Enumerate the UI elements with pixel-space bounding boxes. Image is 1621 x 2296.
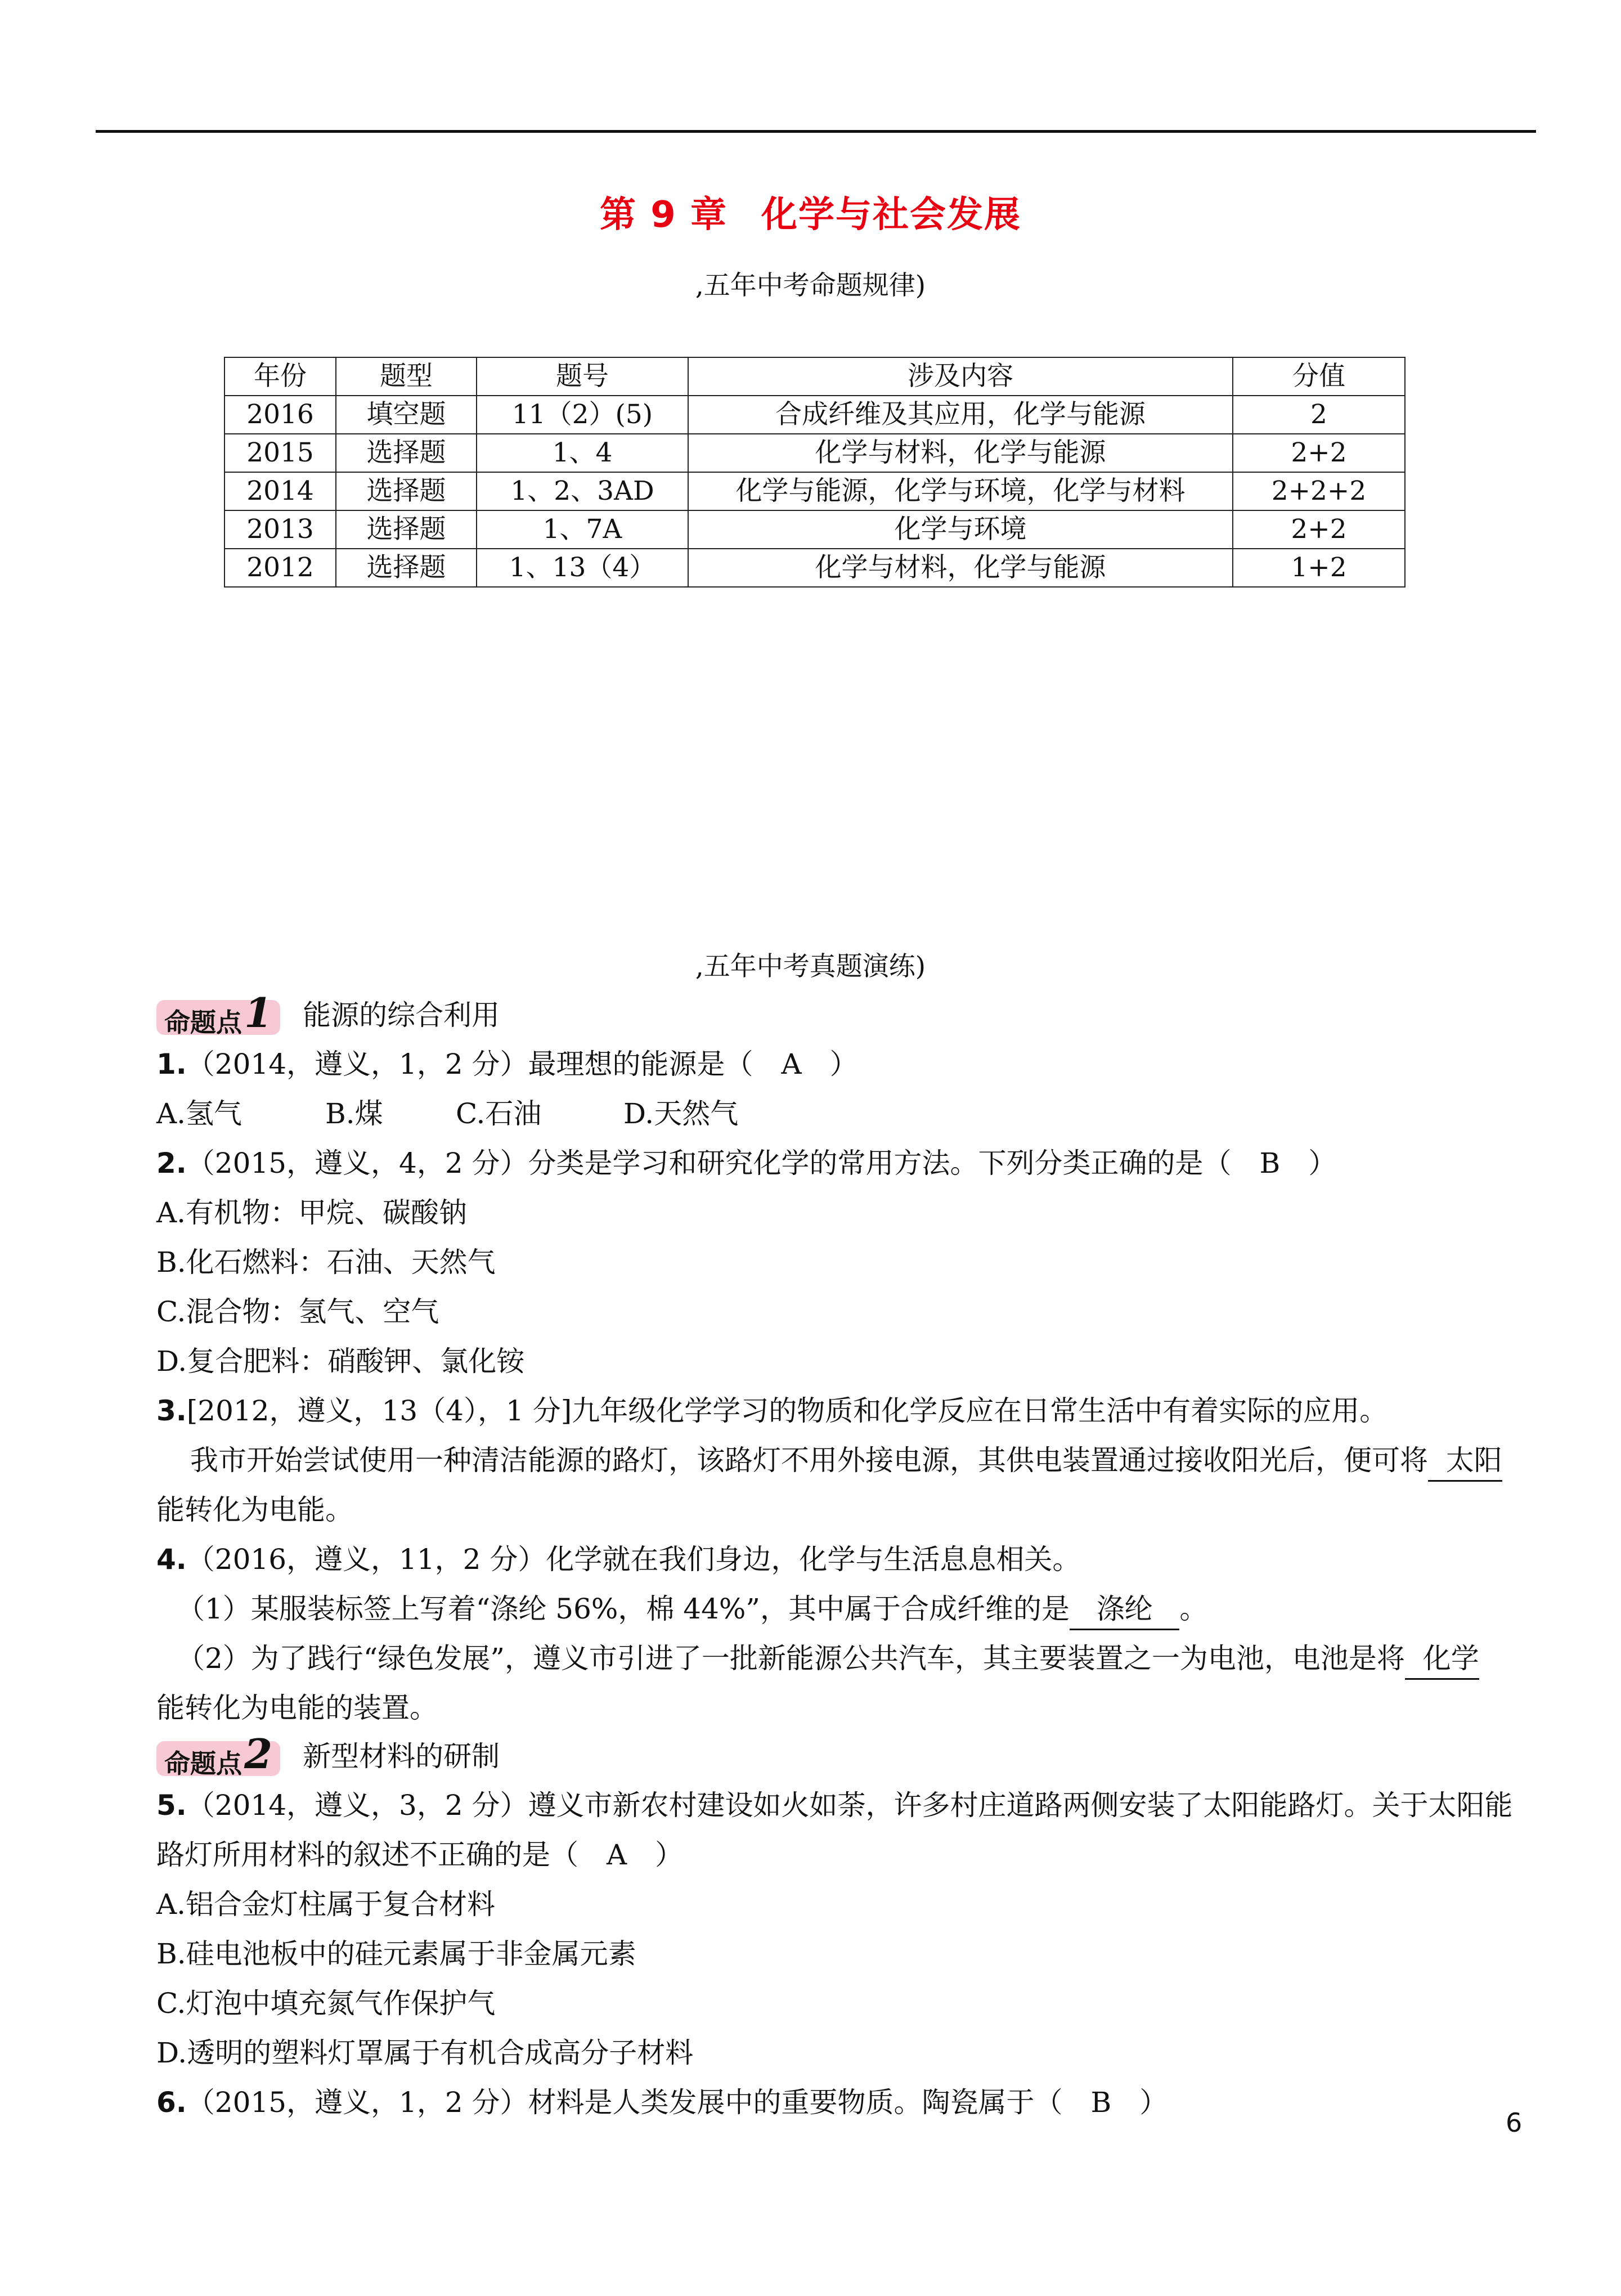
- question-stem: （2014，遵义，1，2 分）最理想的能源是（ A ）: [186, 1048, 858, 1080]
- option-c: C.石油: [456, 1097, 542, 1130]
- option-b: B.硅电池板中的硅元素属于非金属元素: [156, 1938, 636, 1970]
- question-2: [156, 1138, 1336, 1188]
- question-stem: （2016，遵义，11，2 分）化学就在我们身边，化学与生活息息相关。: [186, 1543, 1081, 1576]
- table-cell: 1+2: [1233, 549, 1405, 587]
- page-number: 6: [1506, 2107, 1523, 2138]
- option-d: D.透明的塑料灯罩属于有机合成高分子材料: [156, 2037, 694, 2069]
- question-1-options: [156, 1089, 738, 1138]
- option-b: B.化石燃料：石油、天然气: [156, 1246, 496, 1279]
- table-cell: 选择题: [336, 510, 477, 549]
- option-a: A.铝合金灯柱属于复合材料: [156, 1888, 496, 1921]
- table-header-cell: 涉及内容: [688, 357, 1233, 396]
- table-cell: 化学与材料，化学与能源: [688, 434, 1233, 472]
- section-badge: 命题点2: [156, 1741, 280, 1776]
- table-cell: 2015: [224, 434, 336, 472]
- question-4-part1: （1）某服装标签上写着“涤纶 56%，棉 44%”，其中属于合成纤维的是 涤纶 。: [177, 1584, 1207, 1634]
- question-6: [156, 2078, 1168, 2127]
- table-cell: 选择题: [336, 549, 477, 587]
- question-number: 6.: [156, 2086, 187, 2119]
- table-cell: 选择题: [336, 434, 477, 472]
- question-5: [156, 1781, 1513, 1830]
- answer-blank: 涤纶: [1070, 1589, 1179, 1630]
- table-cell: 1、7A: [477, 510, 688, 549]
- question-4-part2-line2: 能转化为电能的装置。: [156, 1692, 438, 1724]
- table-header-row: [224, 357, 1405, 396]
- table-row: [224, 549, 1405, 587]
- option-c: C.混合物：氢气、空气: [156, 1295, 439, 1328]
- table-row: [224, 472, 1405, 510]
- answer-blank: 太阳: [1428, 1441, 1502, 1482]
- table-cell: 2013: [224, 510, 336, 549]
- table-row: [224, 434, 1405, 472]
- table-cell: 11（2）(5): [477, 396, 688, 434]
- table-cell: 2016: [224, 396, 336, 434]
- table-cell: 2+2: [1233, 510, 1405, 549]
- table-cell: 合成纤维及其应用，化学与能源: [688, 396, 1233, 434]
- question-stem: [2012，遵义，13（4），1 分]九年级化学学习的物质和化学反应在日常生活中有着实际的应用。: [186, 1394, 1388, 1427]
- table-cell: 化学与能源，化学与环境，化学与材料: [688, 472, 1233, 510]
- table-cell: 2014: [224, 472, 336, 510]
- option-d: D.天然气: [623, 1097, 739, 1130]
- question-1: [156, 1039, 858, 1089]
- question-number: 3.: [156, 1394, 187, 1427]
- chapter-name: 化学与社会发展: [761, 194, 1022, 236]
- chapter-title: [0, 186, 1621, 237]
- question-stem: （2015，遵义，1，2 分）材料是人类发展中的重要物质。陶瓷属于（ B ）: [186, 2086, 1168, 2119]
- question-stem: （2014，遵义，3，2 分）遵义市新农村建设如火如荼，许多村庄道路两侧安装了太阳能路灯。关于太阳能: [186, 1789, 1513, 1822]
- question-3: [156, 1386, 1387, 1436]
- section-point-1: [156, 990, 500, 1040]
- question-number: 1.: [156, 1048, 187, 1080]
- table-cell: 2+2+2: [1233, 472, 1405, 510]
- table-cell: 1、13（4）: [477, 549, 688, 587]
- table-cell: 2: [1233, 396, 1405, 434]
- section-heading-law: ,五年中考命题规律): [695, 270, 926, 301]
- section-title: 能源的综合利用: [303, 999, 500, 1032]
- option-b: B.煤: [325, 1097, 383, 1130]
- question-3-line3: 能转化为电能。: [156, 1494, 353, 1526]
- table-header-cell: 分值: [1233, 357, 1405, 396]
- section-point-2: [156, 1732, 500, 1781]
- table-cell: 1、4: [477, 434, 688, 472]
- table-header-cell: 年份: [224, 357, 336, 396]
- law-table: [224, 357, 1406, 588]
- table-cell: 2012: [224, 549, 336, 587]
- table-cell: 选择题: [336, 472, 477, 510]
- table-cell: 2+2: [1233, 434, 1405, 472]
- table-cell: 1、2、3AD: [477, 472, 688, 510]
- chapter-number: 第 9 章: [599, 194, 728, 236]
- table-cell: 化学与环境: [688, 510, 1233, 549]
- answer-blank: 化学: [1405, 1639, 1479, 1680]
- question-stem: （2015，遵义，4，2 分）分类是学习和研究化学的常用方法。下列分类正确的是（ B ）: [186, 1147, 1337, 1180]
- question-number: 4.: [156, 1543, 187, 1576]
- table-row: [224, 510, 1405, 549]
- table-cell: 填空题: [336, 396, 477, 434]
- question-4-part2: （2）为了践行“绿色发展”，遵义市引进了一批新能源公共汽车，其主要装置之一为电池，电池是将 化学: [177, 1634, 1479, 1683]
- table-row: [224, 396, 1405, 434]
- question-5-stem2: 路灯所用材料的叙述不正确的是（ A ）: [156, 1838, 684, 1871]
- table-header-cell: 题型: [336, 357, 477, 396]
- question-number: 5.: [156, 1789, 187, 1822]
- option-d: D.复合肥料：硝酸钾、氯化铵: [156, 1345, 525, 1378]
- option-a: A.有机物：甲烷、碳酸钠: [156, 1196, 468, 1229]
- question-number: 2.: [156, 1147, 187, 1180]
- section-heading-practice: ,五年中考真题演练): [695, 951, 926, 982]
- top-rule: [96, 130, 1536, 133]
- table-header-cell: 题号: [477, 357, 688, 396]
- question-4: [156, 1535, 1080, 1584]
- section-badge: 命题点1: [156, 1000, 280, 1035]
- table-cell: 化学与材料，化学与能源: [688, 549, 1233, 587]
- option-c: C.灯泡中填充氮气作保护气: [156, 1987, 496, 2020]
- option-a: A.氢气: [156, 1097, 243, 1130]
- question-3-line2: 我市开始尝试使用一种清洁能源的路灯，该路灯不用外接电源，其供电装置通过接收阳光后，便可将 太阳: [190, 1436, 1502, 1485]
- section-title: 新型材料的研制: [303, 1740, 500, 1773]
